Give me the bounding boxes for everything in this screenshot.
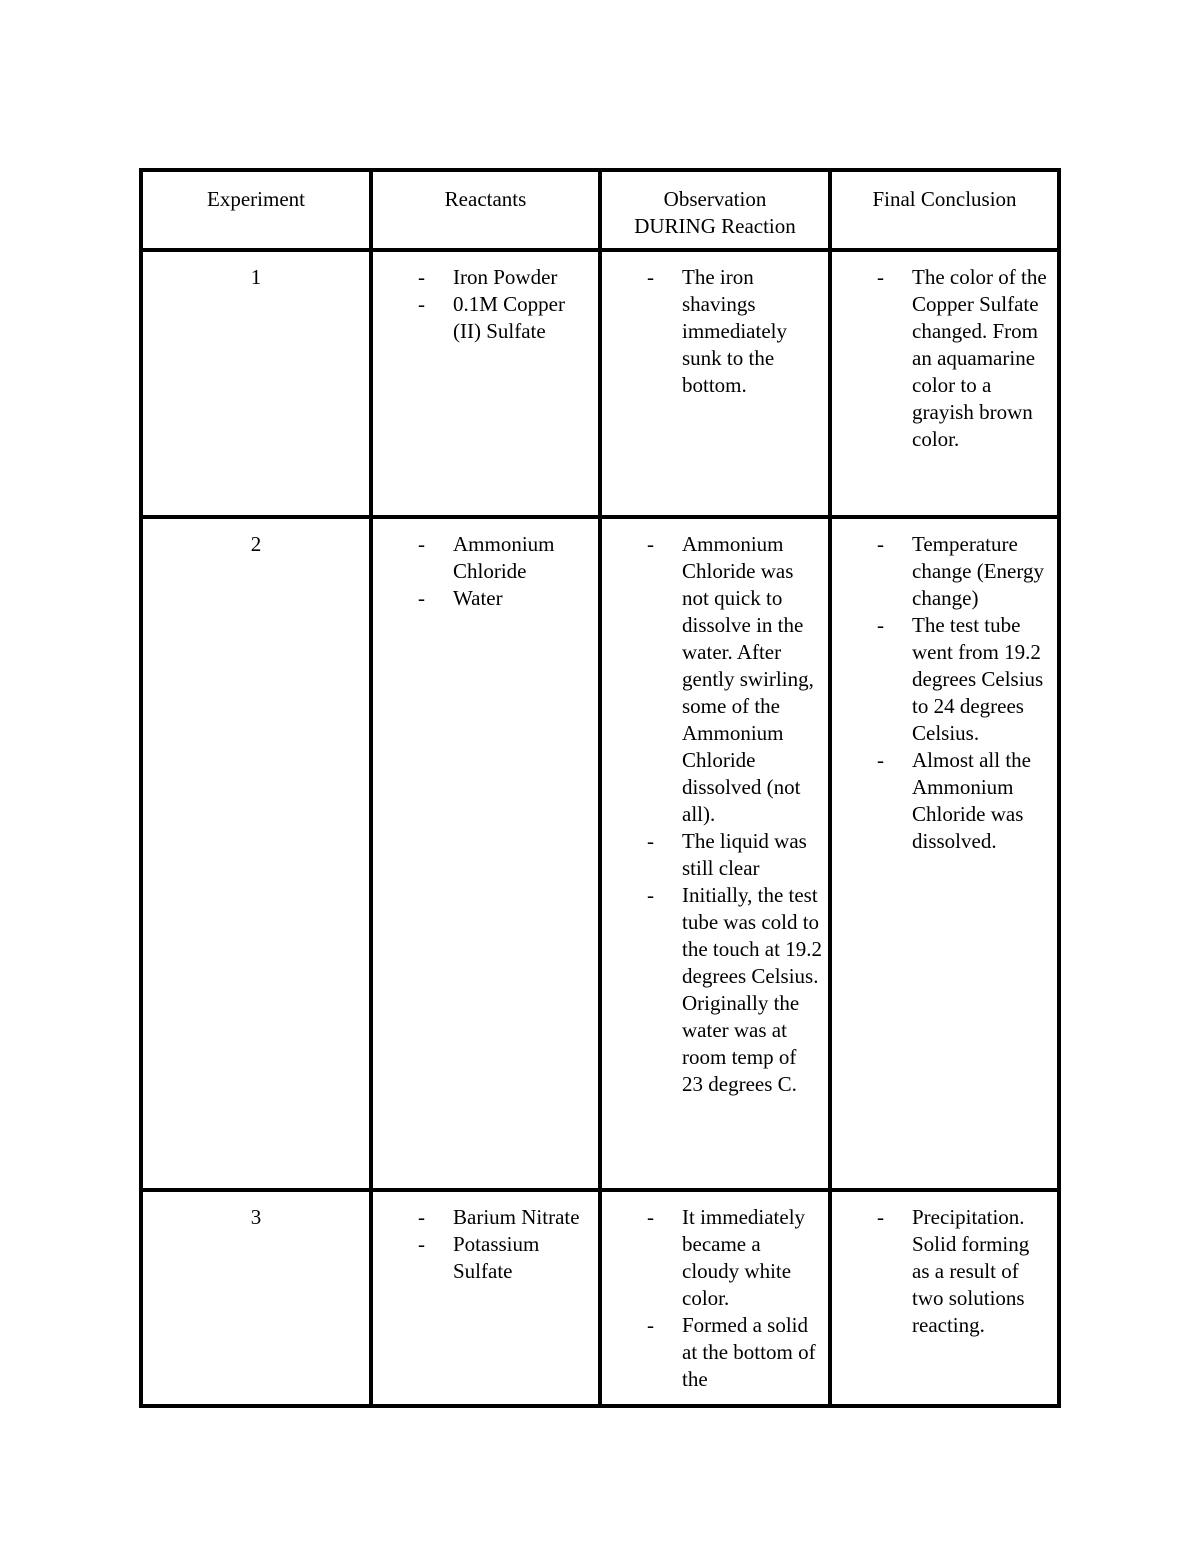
header-observation-line1: Observation <box>663 187 767 211</box>
table-row <box>141 250 1059 517</box>
reactant-item: - Barium Nitrate <box>418 1204 592 1231</box>
header-observation <box>600 170 830 250</box>
observation-item: - The liquid was still clear <box>647 828 822 882</box>
reactant-item: - Water <box>418 585 592 612</box>
reactants-cell <box>371 1190 600 1406</box>
reactants-cell <box>371 517 600 1190</box>
conclusion-item: - The color of the Copper Sulfate changed. From an aquamarine color to a grayish brown color. <box>877 264 1051 453</box>
header-experiment: Experiment <box>141 170 371 250</box>
observation-cell <box>600 250 830 517</box>
table-header-row <box>141 170 1059 250</box>
observation-item: - It immediately became a cloudy white color. <box>647 1204 822 1312</box>
observation-item: - Ammonium Chloride was not quick to dissolve in the water. After gently swirling, some of the Ammonium Chloride dissolved (not all). <box>647 531 822 828</box>
conclusion-cell <box>830 1190 1059 1406</box>
conclusion-cell <box>830 250 1059 517</box>
observation-cell <box>600 1190 830 1406</box>
conclusion-item: - The test tube went from 19.2 degrees Celsius to 24 degrees Celsius. <box>877 612 1051 747</box>
observation-note: Originally the water was at room temp of 23 degrees C. <box>682 991 800 1096</box>
header-final-conclusion: Final Conclusion <box>830 170 1059 250</box>
observation-item: - Formed a solid at the bottom of the <box>647 1312 822 1393</box>
header-reactants: Reactants <box>371 170 600 250</box>
table-row <box>141 1190 1059 1406</box>
reactant-item: - Potassium Sulfate <box>418 1231 592 1285</box>
conclusion-item: - Almost all the Ammonium Chloride was dissolved. <box>877 747 1051 855</box>
header-observation-line2: DURING Reaction <box>634 214 796 238</box>
experiment-number: 3 <box>141 1190 371 1406</box>
conclusion-item: - Temperature change (Energy change) <box>877 531 1051 612</box>
observation-item: - Initially, the test tube was cold to the touch at 19.2 degrees Celsius. <box>647 882 822 990</box>
observation-cell <box>600 517 830 1190</box>
reactant-item: - Ammonium Chloride <box>418 531 592 585</box>
reactants-cell <box>371 250 600 517</box>
conclusion-cell <box>830 517 1059 1190</box>
observation-item: - The iron shavings immediately sunk to the bottom. <box>647 264 822 399</box>
table-row <box>141 517 1059 1190</box>
conclusion-item: - Precipitation. Solid forming as a result of two solutions reacting. <box>877 1204 1051 1339</box>
experiment-number: 2 <box>141 517 371 1190</box>
reactant-item: - Iron Powder <box>418 264 592 291</box>
reactant-item: - 0.1M Copper (II) Sulfate <box>418 291 592 345</box>
experiment-number: 1 <box>141 250 371 517</box>
experiment-table <box>139 168 1061 1408</box>
